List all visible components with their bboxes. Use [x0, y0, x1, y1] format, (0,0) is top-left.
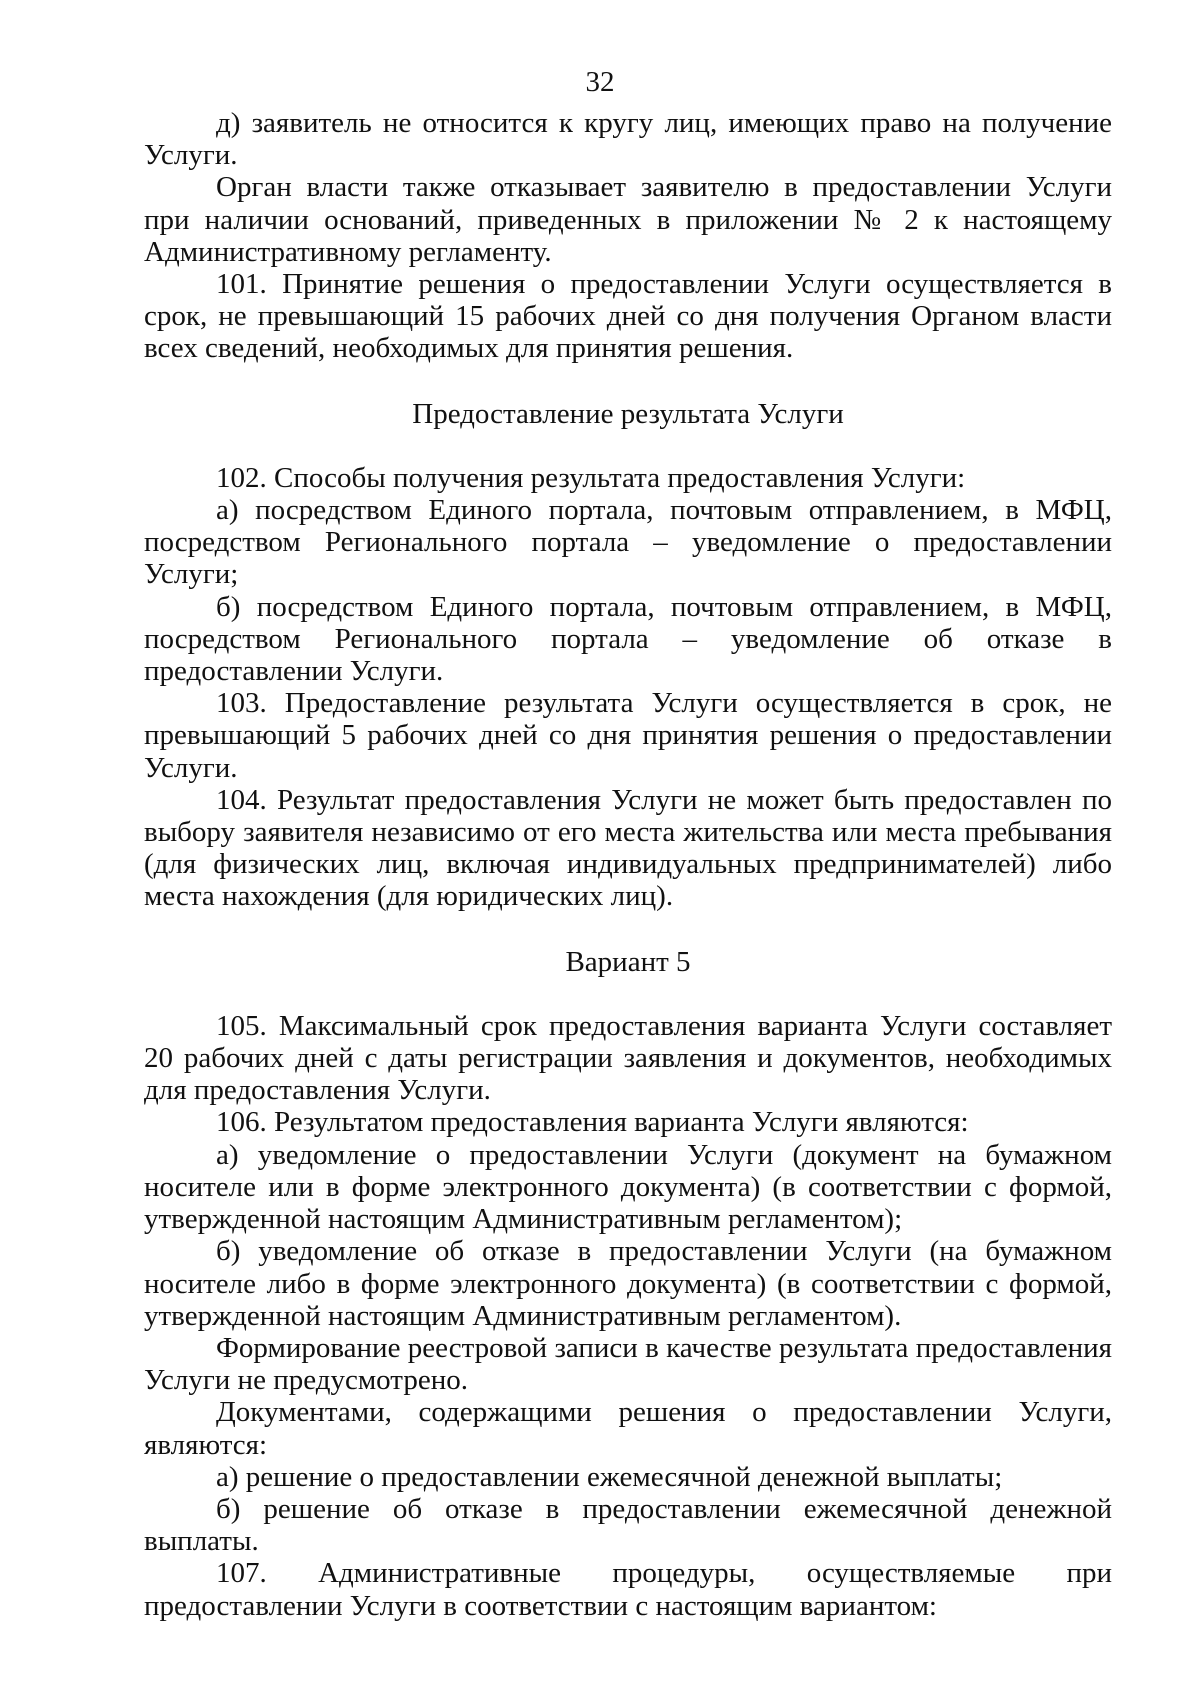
page-number: 32: [585, 66, 615, 98]
paragraph-104: 104. Результат предоставления Услуги не может быть предоставлен по выбору заявителя независимо от его места жительства или места пребывания (для физических лиц, включая индивидуальных предпринимателей) либо места нахождения (для юридических лиц).: [144, 783, 1112, 913]
paragraph-decision-b: б) решение об отказе в предоставлении ежемесячной денежной выплаты.: [144, 1492, 1112, 1558]
paragraph-106-a: а) уведомление о предоставлении Услуги (документ на бумажном носителе или в форме электронного документа) (в соответствии с формой, утвержденной настоящим Административным регламентом);: [144, 1138, 1112, 1236]
spacer: [144, 978, 1112, 1010]
section-heading-result-provision: Предоставление результата Услуги: [412, 397, 844, 430]
paragraph-106: 106. Результатом предоставления варианта Услуги являются:: [216, 1106, 969, 1139]
section-heading-variant-5: Вариант 5: [565, 945, 691, 978]
paragraph-102: 102. Способы получения результата предоставления Услуги:: [216, 461, 966, 494]
paragraph-registry-record: Формирование реестровой записи в качестве результата предоставления Услуги не предусмотрено.: [144, 1331, 1112, 1397]
paragraph-107: 107. Административные процедуры, осуществляемые при предоставлении Услуги в соответствии с настоящим вариантом:: [144, 1557, 1112, 1622]
paragraph-106-b: б) уведомление об отказе в предоставлении Услуги (на бумажном носителе либо в форме электронного документа) (в соответствии с формой, утвержденной настоящим Административным регламентом).: [144, 1235, 1112, 1332]
spacer: [144, 430, 1112, 462]
paragraph-refusal-grounds: Орган власти также отказывает заявителю в предоставлении Услуги при наличии оснований, приведенных в приложении № 2 к настоящему Административному регламенту.: [144, 171, 1112, 268]
paragraph-decision-documents: Документами, содержащими решения о предоставлении Услуги, являются:: [144, 1396, 1112, 1461]
spacer: [144, 913, 1112, 946]
paragraph-105: 105. Максимальный срок предоставления варианта Услуги составляет 20 рабочих дней с даты регистрации заявления и документов, необходимых для предоставления Услуги.: [144, 1009, 1112, 1107]
spacer: [144, 365, 1112, 398]
document-body: [144, 107, 1112, 1622]
paragraph-decision-a: а) решение о предоставлении ежемесячной денежной выплаты;: [216, 1460, 1003, 1493]
paragraph-d-not-eligible: д) заявитель не относится к кругу лиц, имеющих право на получение Услуги.: [144, 107, 1112, 172]
paragraph-101: 101. Принятие решения о предоставлении Услуги осуществляется в срок, не превышающий 15 рабочих дней со дня получения Органом власти всех сведений, необходимых для принятия решения.: [144, 268, 1112, 365]
paragraph-103: 103. Предоставление результата Услуги осуществляется в срок, не превышающий 5 рабочих дней со дня принятия решения о предоставлении Услуги.: [144, 687, 1112, 784]
paragraph-102-a: а) посредством Единого портала, почтовым отправлением, в МФЦ, посредством Регионального портала – уведомление о предоставлении Услуги;: [144, 494, 1112, 591]
paragraph-102-b: б) посредством Единого портала, почтовым отправлением, в МФЦ, посредством Регионального портала – уведомление об отказе в предоставлении Услуги.: [144, 590, 1112, 688]
